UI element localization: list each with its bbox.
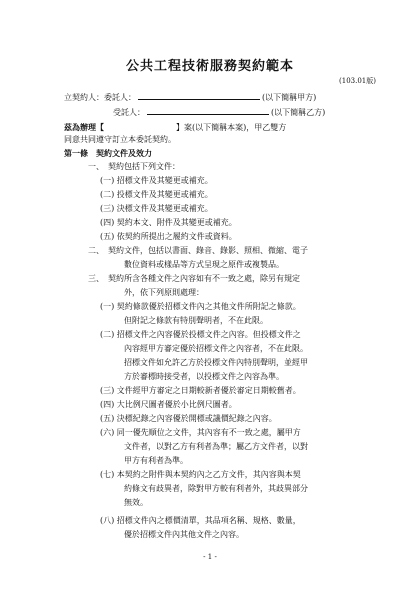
clause-line: (一) 招標文件及其變更或補充。	[100, 176, 213, 185]
clause-line: (五) 決標紀錄之內容優於開標或議價紀錄之內容。	[100, 414, 277, 423]
clause-line: (二) 投標文件及其變更或補充。	[100, 190, 213, 199]
version-label: (103.01版)	[339, 77, 376, 85]
party-b-suffix: (以下簡稱乙方)	[271, 108, 326, 117]
clause-line: 方於審標時接受者，以投標文件之內容為準。	[124, 372, 284, 381]
clause-line: (四) 契約本文、附件及其變更或補充。	[100, 218, 237, 227]
clause-line: (二) 招標文件之內容優於投標文件之內容。但投標文件之	[100, 330, 301, 339]
page-number: - 1 -	[203, 553, 217, 561]
document-title: 公共工程技術服務契約範本	[125, 59, 294, 74]
clause-line: 二、 契約文件，包括以書面、錄音、錄影、照相、微縮、電子	[88, 246, 308, 255]
clause-line: 三、 契約所含各種文件之內容如有不一致之處，除另有規定	[88, 274, 300, 283]
clause-line: (八) 招標文件內之標價清單，其品項名稱、規格、數量，	[100, 516, 301, 525]
clause-line: 約條文有歧異者，除對甲方較有利者外，其歧異部分	[124, 484, 308, 493]
clause-line: 外，依下列原則處理：	[124, 288, 204, 297]
clause-line: (三) 決標文件及其變更或補充。	[100, 204, 213, 213]
party-b-line	[113, 106, 325, 119]
clause-line: (七) 本契約之附件與本契約內之乙方文件，其內容與本契	[100, 470, 301, 479]
clause-line: (四) 大比例尺圖者優於小比例尺圖者。	[100, 400, 237, 409]
clause-line: 但附記之條款有特別聲明者，不在此限。	[124, 316, 268, 325]
clause-line: 無效。	[124, 498, 148, 507]
clause-line: (六) 同一優先順位之文件，其內容有不一致之處，屬甲方	[100, 428, 301, 437]
clause-line: (一) 契約條款優於招標文件內之其他文件所附記之條款。	[100, 302, 301, 311]
intro-prefix: 茲為辦理【	[64, 122, 104, 132]
clause-line: 優於招標文件內其他文件之內容。	[124, 530, 244, 539]
intro-suffix: 】案(以下簡稱本案)，甲乙雙方	[176, 123, 287, 132]
clause-line: 文件者，以對乙方有利者為準；屬乙方文件者，以對	[124, 442, 308, 451]
party-a-blank	[138, 91, 260, 100]
clause-line: 甲方有利者為準。	[124, 456, 188, 465]
clause-line: 內容經甲方審定優於招標文件之內容者，不在此限。	[124, 344, 308, 353]
intro-line-1	[64, 121, 286, 134]
clause-line: (五) 依契約所提出之履約文件或資料。	[100, 232, 237, 241]
clause-line: 一、 契約包括下列文件：	[88, 162, 180, 171]
clause-line: (三) 文件經甲方審定之日期較新者優於審定日期較舊者。	[100, 386, 301, 395]
article-1-heading: 第一條 契約文件及效力	[64, 148, 152, 158]
party-a-suffix: (以下簡稱甲方)	[262, 93, 317, 102]
clause-line: 數位資料或樣品等方式呈現之原件或複製品。	[124, 260, 284, 269]
contract-party-label: 立契約人：委託人：	[64, 93, 136, 102]
intro-line-2: 同意共同遵守訂立本委託契約。	[64, 135, 176, 144]
party-a-line	[64, 91, 316, 104]
party-b-blank	[147, 106, 269, 115]
clause-line: 招標文件如允許乙方於投標文件內特別聲明，並經甲	[124, 358, 308, 367]
party-b-label: 受託人：	[113, 108, 145, 117]
